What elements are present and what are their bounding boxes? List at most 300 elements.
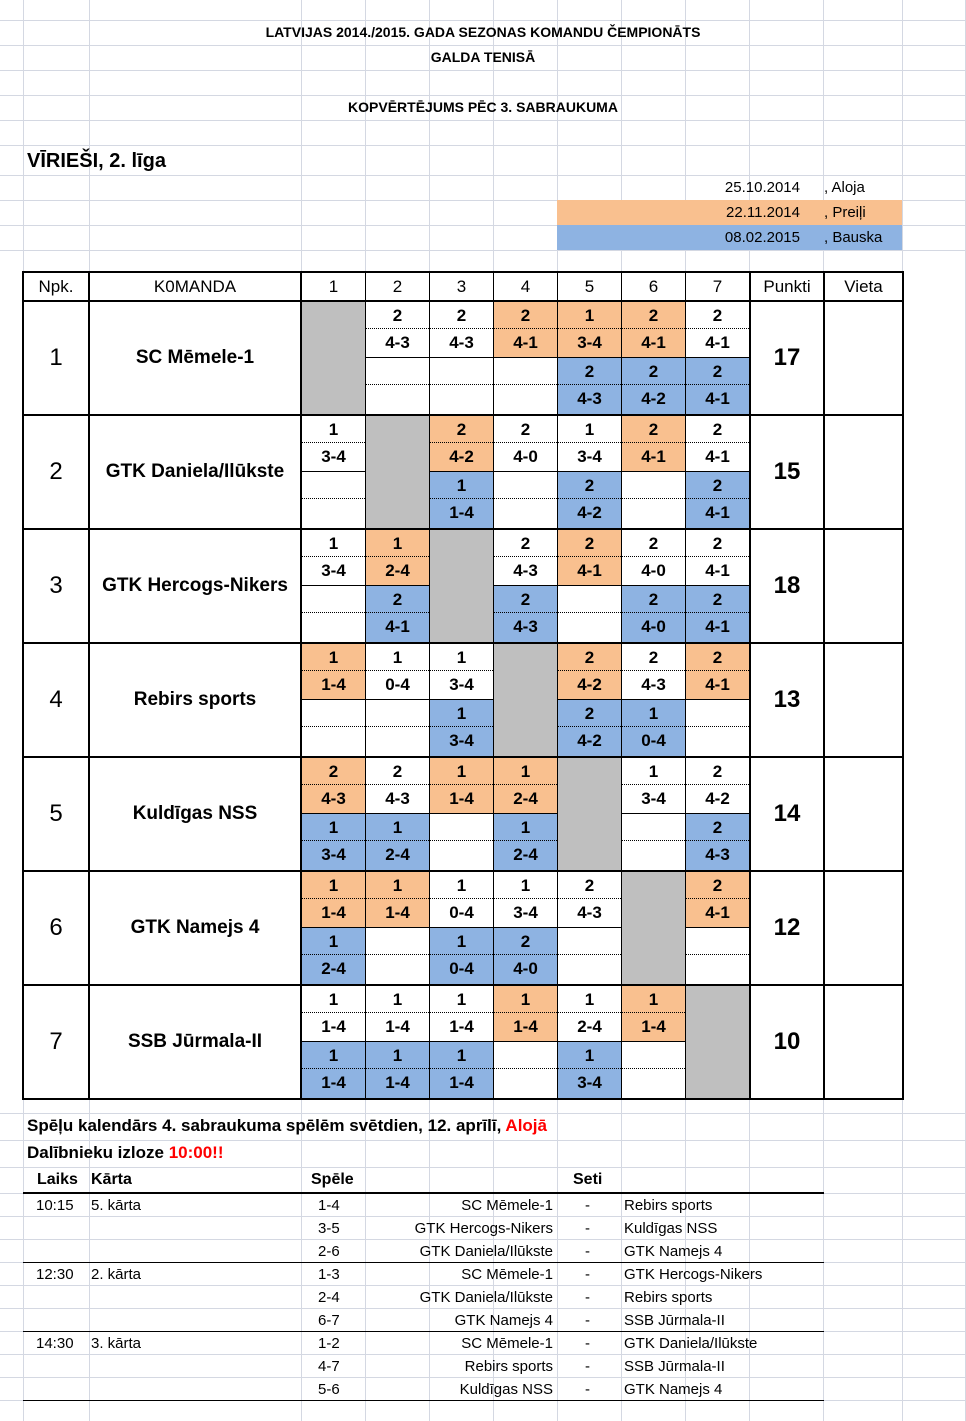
match-points: 1: [558, 1042, 621, 1069]
standings-header-row: [23, 272, 903, 301]
schedule-end-divider: [23, 1400, 824, 1401]
match-result: [622, 586, 685, 642]
match-result-cell: [301, 757, 366, 871]
match-result: [366, 1042, 429, 1098]
match-points: 2: [686, 586, 749, 613]
match-result-cell: [494, 871, 558, 985]
match-result-cell: [430, 757, 494, 871]
schedule-home-team: GTK Daniela/Ilūkste: [419, 1289, 553, 1306]
match-result: [558, 1042, 621, 1098]
match-result: [686, 872, 749, 928]
match-result: [366, 302, 429, 358]
match-points: [686, 928, 749, 955]
calendar-venue: Alojā: [505, 1116, 547, 1135]
match-score: 1-4: [449, 789, 474, 808]
match-result: [366, 758, 429, 814]
match-score: 1-4: [449, 1017, 474, 1036]
match-score: [622, 1069, 685, 1096]
gridline-horizontal: [0, 95, 966, 96]
match-result: [494, 872, 557, 928]
match-points: 2: [494, 416, 557, 443]
match-result: [686, 358, 749, 414]
match-score: [622, 841, 685, 868]
calendar-title: [27, 1116, 547, 1136]
team-row: [23, 529, 903, 643]
match-result: [366, 986, 429, 1042]
legend-date: 08.02.2015: [724, 229, 800, 246]
match-result-cell: [686, 757, 751, 871]
match-score: 3-4: [321, 845, 346, 864]
team-name: SSB Jūrmala-II: [89, 985, 301, 1099]
team-name: Kuldīgas NSS: [89, 757, 301, 871]
match-result: [430, 928, 493, 984]
match-points: 2: [366, 758, 429, 785]
gridline-horizontal: [0, 1285, 966, 1286]
match-points: 1: [430, 1042, 493, 1069]
match-points: 2: [302, 758, 365, 785]
match-empty: [494, 1042, 557, 1098]
match-result: [302, 416, 365, 472]
match-result-cell: [494, 415, 558, 529]
schedule-time: 10:15: [36, 1197, 74, 1214]
match-result-cell: [366, 757, 430, 871]
team-place: [824, 643, 903, 757]
match-points: 1: [558, 302, 621, 329]
team-row: [23, 415, 903, 529]
match-result: [302, 986, 365, 1042]
match-points: 1: [302, 644, 365, 671]
legend-place: , Aloja: [824, 179, 865, 196]
col-header-team: K0MANDA: [89, 272, 301, 301]
match-result: [558, 472, 621, 528]
match-result: [302, 758, 365, 814]
match-score: 4-2: [641, 389, 666, 408]
match-result: [622, 302, 685, 358]
match-result: [494, 302, 557, 358]
match-empty: [686, 700, 749, 756]
division-heading: VĪRIEŠI, 2. līga: [27, 150, 166, 172]
match-result: [302, 814, 365, 870]
match-result: [430, 700, 493, 756]
match-result: [622, 530, 685, 586]
match-points: 1: [430, 872, 493, 899]
match-score: 4-1: [705, 447, 730, 466]
match-result-cell: [494, 757, 558, 871]
match-points: [302, 700, 365, 727]
match-result-cell: [558, 529, 622, 643]
match-score: 4-1: [705, 617, 730, 636]
schedule-home-team: SC Mēmele-1: [461, 1335, 553, 1352]
match-points: 2: [622, 586, 685, 613]
gridline-horizontal: [0, 250, 966, 251]
match-score: 2-4: [577, 1017, 602, 1036]
match-points: 1: [302, 872, 365, 899]
match-score: 4-1: [385, 617, 410, 636]
match-score: 4-3: [577, 903, 602, 922]
match-result-cell: [430, 415, 494, 529]
match-result: [302, 928, 365, 984]
match-score: 0-4: [641, 731, 666, 750]
team-name: Rebirs sports: [89, 643, 301, 757]
schedule-header-game: Spēle: [311, 1171, 354, 1188]
standings-table: [22, 271, 904, 1100]
match-score: 3-4: [577, 333, 602, 352]
gridline-horizontal: [0, 145, 966, 146]
match-points: 2: [622, 644, 685, 671]
team-name: GTK Hercogs-Nikers: [89, 529, 301, 643]
schedule-time: 12:30: [36, 1266, 74, 1283]
match-score: 2-4: [513, 789, 538, 808]
match-result: [302, 530, 365, 586]
match-points: 2: [494, 530, 557, 557]
match-result-cell: [430, 301, 494, 415]
match-score: 4-1: [577, 561, 602, 580]
match-points: [494, 472, 557, 499]
match-result-cell: [686, 871, 751, 985]
match-result: [622, 700, 685, 756]
match-points: 1: [302, 928, 365, 955]
match-result-cell: [558, 985, 622, 1099]
match-points: 2: [558, 472, 621, 499]
team-name: SC Mēmele-1: [89, 301, 301, 415]
col-header-opponent: 2: [366, 272, 430, 301]
match-result-cell: [301, 985, 366, 1099]
match-score: 4-3: [385, 789, 410, 808]
match-points: [686, 700, 749, 727]
match-score: 1-4: [321, 675, 346, 694]
match-score: 4-1: [705, 675, 730, 694]
match-empty: [430, 358, 493, 414]
match-empty: [494, 358, 557, 414]
match-result: [430, 302, 493, 358]
match-points: 1: [302, 814, 365, 841]
match-result: [686, 302, 749, 358]
col-header-npk: Npk.: [23, 272, 89, 301]
match-empty: [302, 586, 365, 642]
match-score: 1-4: [321, 1073, 346, 1092]
match-points: 1: [366, 872, 429, 899]
match-result: [302, 872, 365, 928]
schedule-home-team: SC Mēmele-1: [461, 1197, 553, 1214]
col-header-opponent: 1: [301, 272, 366, 301]
schedule-home-team: GTK Namejs 4: [454, 1312, 553, 1329]
legend-place: , Preiļi: [824, 204, 866, 221]
legend-date: 22.11.2014: [726, 204, 800, 221]
match-score: [686, 955, 749, 982]
match-result: [558, 530, 621, 586]
match-result: [622, 644, 685, 700]
match-points: 1: [558, 986, 621, 1013]
match-result-cell: [366, 985, 430, 1099]
match-score: 3-4: [577, 1073, 602, 1092]
team-number: 4: [23, 643, 89, 757]
match-result: [430, 472, 493, 528]
gridline-horizontal: [0, 1377, 966, 1378]
schedule-away-team: SSB Jūrmala-II: [624, 1358, 725, 1375]
match-points: 1: [302, 416, 365, 443]
match-points: 2: [622, 302, 685, 329]
match-result: [622, 358, 685, 414]
match-points: 2: [622, 358, 685, 385]
match-score: [686, 727, 749, 754]
match-points: 1: [494, 758, 557, 785]
match-result: [430, 986, 493, 1042]
self-match-cell: [622, 871, 686, 985]
schedule-away-team: GTK Daniela/Ilūkste: [624, 1335, 758, 1352]
team-points: 10: [750, 985, 824, 1099]
match-score: 4-3: [705, 845, 730, 864]
schedule-header-sets: Seti: [573, 1171, 603, 1188]
match-points: 2: [558, 872, 621, 899]
match-points: [366, 700, 429, 727]
schedule-game-number: 2-6: [318, 1243, 340, 1260]
match-points: [302, 472, 365, 499]
schedule-round: 5. kārta: [91, 1197, 142, 1214]
gridline-horizontal: [0, 1140, 966, 1141]
schedule-away-team: Rebirs sports: [624, 1197, 713, 1214]
team-name: GTK Namejs 4: [89, 871, 301, 985]
match-score: 1-4: [513, 1017, 538, 1036]
match-score: 2-4: [513, 845, 538, 864]
team-place: [824, 415, 903, 529]
team-row: [23, 871, 903, 985]
match-score: 4-3: [385, 333, 410, 352]
match-score: 0-4: [385, 675, 410, 694]
schedule-home-team: SC Mēmele-1: [461, 1266, 553, 1283]
match-result: [558, 302, 621, 358]
match-result: [686, 416, 749, 472]
match-points: 1: [494, 814, 557, 841]
schedule-separator: -: [585, 1381, 590, 1398]
team-row: [23, 643, 903, 757]
schedule-game-number: 4-7: [318, 1358, 340, 1375]
match-result-cell: [558, 643, 622, 757]
gridline-horizontal: [0, 70, 966, 71]
match-result: [494, 928, 557, 984]
match-points: 2: [558, 644, 621, 671]
schedule-away-team: GTK Namejs 4: [624, 1381, 723, 1398]
match-score: 4-1: [705, 561, 730, 580]
match-result: [430, 1042, 493, 1098]
schedule-home-team: GTK Daniela/Ilūkste: [419, 1243, 553, 1260]
match-points: 1: [622, 700, 685, 727]
match-points: 2: [686, 872, 749, 899]
match-result: [558, 700, 621, 756]
team-number: 5: [23, 757, 89, 871]
team-points: 17: [750, 301, 824, 415]
schedule-round: 2. kārta: [91, 1266, 142, 1283]
match-score: 4-2: [577, 731, 602, 750]
schedule-block-divider: [23, 1192, 824, 1194]
schedule-game-number: 1-2: [318, 1335, 340, 1352]
draw-notice-text: Dalībnieku izloze: [27, 1143, 169, 1162]
schedule-home-team: Rebirs sports: [464, 1358, 553, 1375]
draw-time: 10:00!!: [168, 1143, 224, 1162]
match-points: 1: [494, 986, 557, 1013]
match-score: 3-4: [641, 789, 666, 808]
match-empty: [558, 586, 621, 642]
team-place: [824, 301, 903, 415]
self-match-cell: [366, 415, 430, 529]
col-header-opponent: 4: [494, 272, 558, 301]
match-empty: [558, 928, 621, 984]
match-points: 2: [558, 358, 621, 385]
gridline-horizontal: [0, 1216, 966, 1217]
match-score: 1-4: [321, 903, 346, 922]
schedule-away-team: GTK Namejs 4: [624, 1243, 723, 1260]
match-result-cell: [686, 301, 751, 415]
match-result-cell: [494, 529, 558, 643]
match-points: 1: [430, 986, 493, 1013]
match-points: [622, 814, 685, 841]
match-score: 4-1: [705, 333, 730, 352]
legend-round-3: [557, 225, 902, 250]
match-score: [494, 499, 557, 526]
match-score: 1-4: [449, 1073, 474, 1092]
schedule-away-team: SSB Jūrmala-II: [624, 1312, 725, 1329]
match-score: 3-4: [321, 561, 346, 580]
match-score: [302, 727, 365, 754]
match-score: 3-4: [577, 447, 602, 466]
title-line-2: GALDA TENISĀ: [430, 49, 536, 65]
match-result-cell: [622, 529, 686, 643]
match-points: [366, 358, 429, 385]
match-score: 3-4: [513, 903, 538, 922]
match-empty: [366, 700, 429, 756]
match-result: [686, 814, 749, 870]
match-empty: [302, 472, 365, 528]
team-number: 1: [23, 301, 89, 415]
schedule-home-team: GTK Hercogs-Nikers: [414, 1220, 553, 1237]
match-result: [366, 644, 429, 700]
match-result: [430, 872, 493, 928]
match-result: [366, 872, 429, 928]
match-points: 1: [622, 758, 685, 785]
match-result-cell: [622, 985, 686, 1099]
match-points: 1: [430, 928, 493, 955]
schedule-separator: -: [585, 1358, 590, 1375]
match-result: [494, 758, 557, 814]
match-result: [558, 986, 621, 1042]
match-result-cell: [686, 643, 751, 757]
match-points: 2: [686, 814, 749, 841]
schedule-game-number: 2-4: [318, 1289, 340, 1306]
match-result-cell: [301, 871, 366, 985]
gridline-horizontal: [0, 1308, 966, 1309]
match-score: [430, 385, 493, 412]
match-points: [430, 358, 493, 385]
match-result: [686, 644, 749, 700]
match-empty: [366, 358, 429, 414]
match-result-cell: [686, 415, 751, 529]
match-score: 1-4: [449, 503, 474, 522]
match-score: [302, 613, 365, 640]
match-points: 2: [430, 302, 493, 329]
match-points: 2: [686, 758, 749, 785]
match-empty: [622, 1042, 685, 1098]
match-points: [494, 1042, 557, 1069]
schedule-away-team: Rebirs sports: [624, 1289, 713, 1306]
match-points: 2: [622, 530, 685, 557]
schedule-header-round: Kārta: [91, 1171, 132, 1188]
legend-place: , Bauska: [824, 229, 883, 246]
match-points: [302, 586, 365, 613]
match-result: [558, 872, 621, 928]
match-points: 1: [430, 644, 493, 671]
schedule-time: 14:30: [36, 1335, 74, 1352]
standings-subtitle: KOPVĒRTĒJUMS PĒC 3. SABRAUKUMA: [348, 99, 618, 115]
legend-round-2: [557, 200, 902, 225]
schedule-home-team: Kuldīgas NSS: [459, 1381, 553, 1398]
col-header-opponent: 3: [430, 272, 494, 301]
match-score: 4-1: [705, 389, 730, 408]
match-result: [494, 986, 557, 1042]
match-points: 2: [558, 700, 621, 727]
self-match-cell: [558, 757, 622, 871]
schedule-separator: -: [585, 1220, 590, 1237]
match-result: [430, 416, 493, 472]
team-place: [824, 985, 903, 1099]
match-result: [558, 358, 621, 414]
team-number: 3: [23, 529, 89, 643]
gridline-horizontal: [0, 20, 966, 21]
match-score: [494, 1069, 557, 1096]
match-points: 1: [494, 872, 557, 899]
match-result: [622, 986, 685, 1042]
match-result-cell: [622, 301, 686, 415]
schedule-game-number: 1-3: [318, 1266, 340, 1283]
match-empty: [366, 928, 429, 984]
team-number: 2: [23, 415, 89, 529]
match-score: [430, 841, 493, 868]
match-result-cell: [366, 871, 430, 985]
match-empty: [622, 814, 685, 870]
schedule-separator: -: [585, 1243, 590, 1260]
match-score: [558, 613, 621, 640]
match-score: 4-0: [513, 959, 538, 978]
match-score: 4-3: [513, 617, 538, 636]
team-row: [23, 757, 903, 871]
match-points: 2: [366, 302, 429, 329]
match-points: 2: [366, 586, 429, 613]
schedule-round: 3. kārta: [91, 1335, 142, 1352]
match-points: 2: [494, 586, 557, 613]
match-result: [366, 530, 429, 586]
match-points: 2: [686, 416, 749, 443]
match-result: [494, 586, 557, 642]
match-score: [558, 955, 621, 982]
schedule-block-divider: [23, 1331, 824, 1332]
match-result: [558, 416, 621, 472]
match-score: 1-4: [385, 1017, 410, 1036]
schedule-game-number: 5-6: [318, 1381, 340, 1398]
team-place: [824, 871, 903, 985]
match-result: [430, 758, 493, 814]
match-score: 4-0: [513, 447, 538, 466]
match-result: [622, 416, 685, 472]
match-score: 4-0: [641, 617, 666, 636]
match-score: 4-0: [641, 561, 666, 580]
schedule-game-number: 3-5: [318, 1220, 340, 1237]
match-score: [366, 385, 429, 412]
match-result-cell: [430, 871, 494, 985]
match-score: 2-4: [385, 845, 410, 864]
match-points: [366, 928, 429, 955]
team-row: [23, 985, 903, 1099]
draw-notice: [27, 1143, 224, 1163]
schedule-game-number: 1-4: [318, 1197, 340, 1214]
match-result: [302, 644, 365, 700]
